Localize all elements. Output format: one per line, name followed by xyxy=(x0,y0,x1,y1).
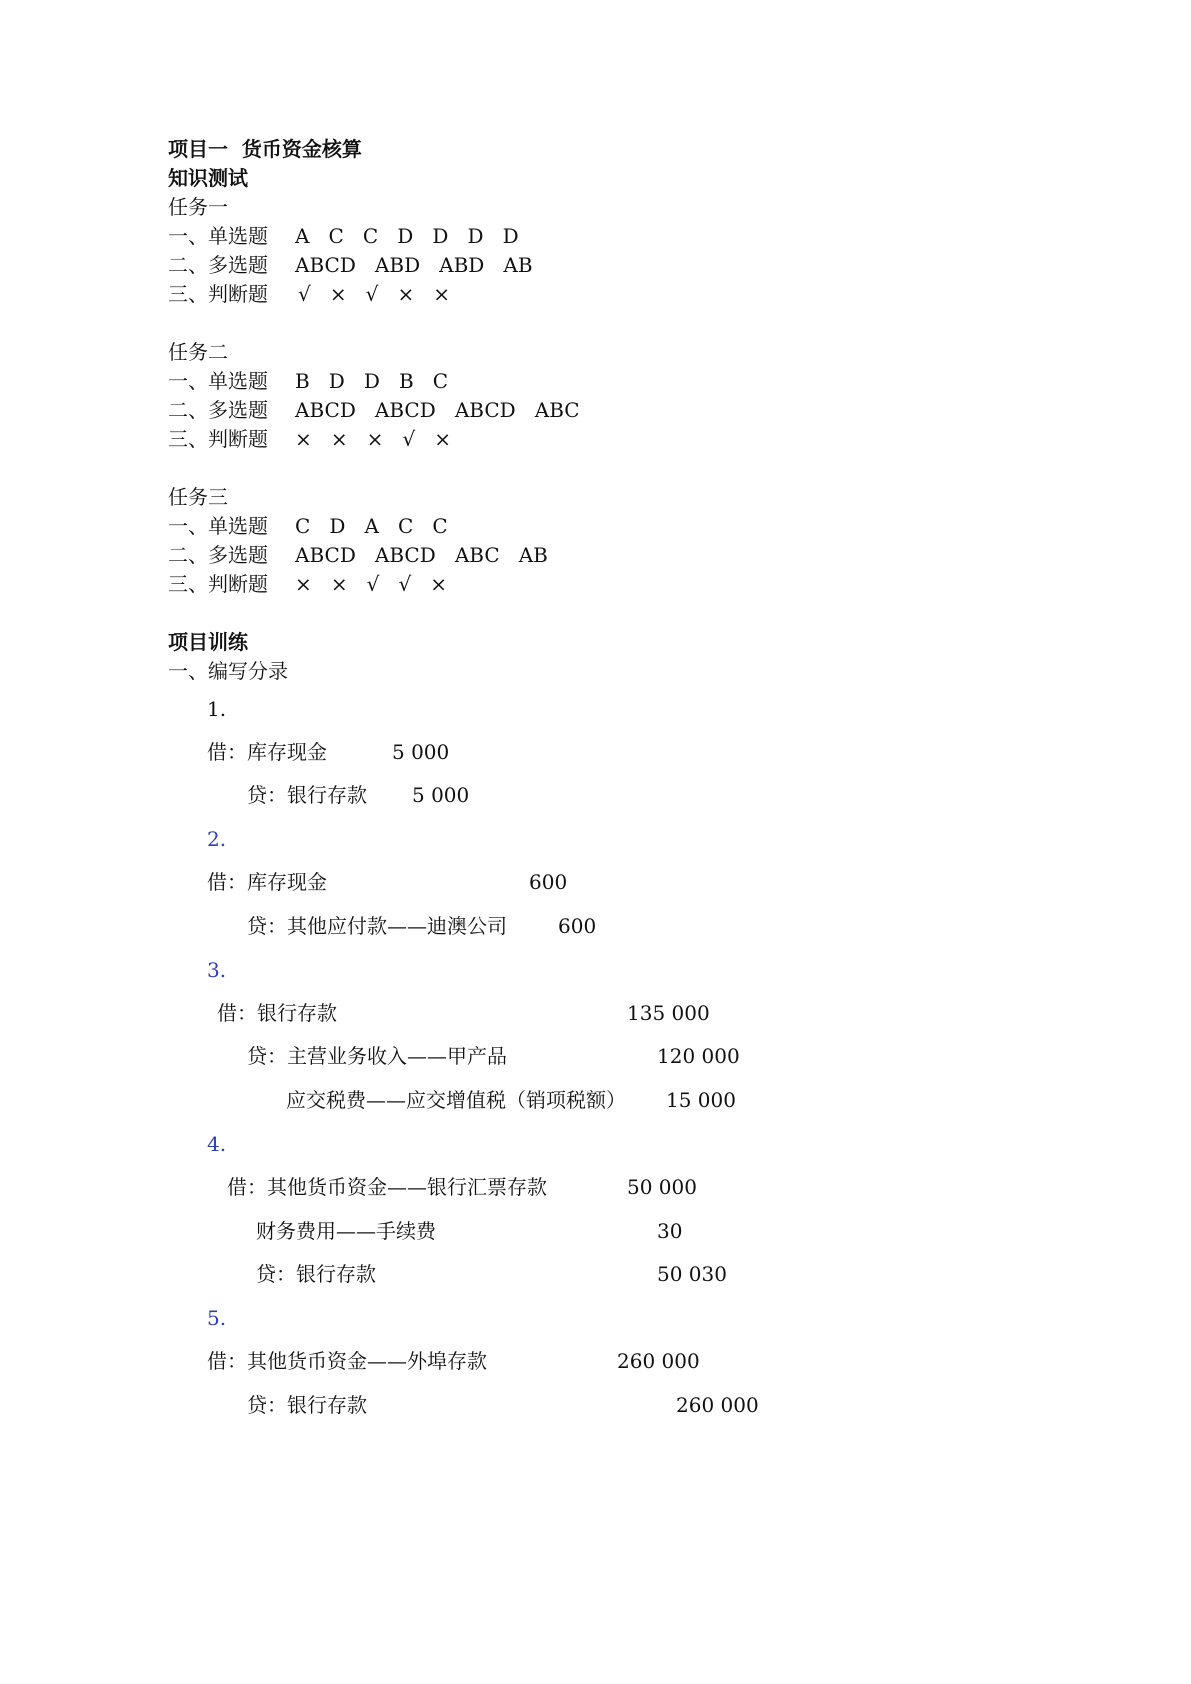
task-2-tf-label: 三、判断题 xyxy=(168,427,268,451)
entry-4-credit-amount: 50 030 xyxy=(657,1262,727,1286)
entry-5-credit-amount: 260 000 xyxy=(676,1393,759,1417)
entry-3-credit-amount-2: 15 000 xyxy=(666,1088,736,1112)
section-project-training: 项目训练 xyxy=(168,630,248,654)
task-2-single-label: 一、单选题 xyxy=(168,369,268,393)
task-3-multi-label: 二、多选题 xyxy=(168,543,268,567)
entry-3-debit-amount: 135 000 xyxy=(627,1001,710,1025)
entry-2-credit-amount: 600 xyxy=(558,914,597,938)
task-2-tf-answers: × × × √ × xyxy=(295,427,452,451)
task-3-tf-label: 三、判断题 xyxy=(168,572,268,596)
entry-5-credit-account: 贷：银行存款 xyxy=(247,1393,367,1417)
entry-3-debit-account: 借：银行存款 xyxy=(217,1001,337,1025)
task-3-single-label: 一、单选题 xyxy=(168,514,268,538)
task-2-multi-answers: ABCD ABCD ABCD ABC xyxy=(295,398,580,422)
entry-3-credit-amount: 120 000 xyxy=(657,1044,740,1068)
section-knowledge-test: 知识测试 xyxy=(168,166,248,190)
entry-5-number: 5. xyxy=(207,1306,227,1330)
entry-4-debit-account: 借：其他货币资金——银行汇票存款 xyxy=(227,1175,547,1199)
entry-2-credit-account: 贷：其他应付款——迪澳公司 xyxy=(247,914,507,938)
entry-4-number: 4. xyxy=(207,1132,227,1156)
task-2-single-answers: B D D B C xyxy=(295,369,449,393)
entry-1-credit-amount: 5 000 xyxy=(412,783,470,807)
task-3-multi-answers: ABCD ABCD ABC AB xyxy=(295,543,548,567)
entry-2-number: 2. xyxy=(207,827,227,851)
entry-1-credit-account: 贷：银行存款 xyxy=(247,783,367,807)
task-1-multi-answers: ABCD ABD ABD AB xyxy=(295,253,533,277)
entry-5-debit-account: 借：其他货币资金——外埠存款 xyxy=(207,1349,487,1373)
entry-2-debit-amount: 600 xyxy=(529,870,568,894)
task-1-multi-label: 二、多选题 xyxy=(168,253,268,277)
project-title: 项目一 货币资金核算 xyxy=(168,137,362,161)
subsection-journal-entries: 一、编写分录 xyxy=(168,659,288,683)
entry-3-credit-account-2: 应交税费——应交增值税（销项税额） xyxy=(286,1088,626,1112)
task-1-tf-answers: √ × √ × × xyxy=(298,282,451,306)
entry-2-debit-account: 借：库存现金 xyxy=(207,870,327,894)
entry-3-number: 3. xyxy=(207,958,227,982)
entry-1-number: 1. xyxy=(207,697,227,721)
task-2-multi-label: 二、多选题 xyxy=(168,398,268,422)
task-1-title: 任务一 xyxy=(168,195,228,219)
entry-5-debit-amount: 260 000 xyxy=(617,1349,700,1373)
entry-1-debit-amount: 5 000 xyxy=(392,740,450,764)
entry-4-credit-account: 贷：银行存款 xyxy=(256,1262,376,1286)
task-2-title: 任务二 xyxy=(168,340,228,364)
task-3-single-answers: C D A C C xyxy=(295,514,448,538)
task-1-single-answers: A C C D D D D xyxy=(295,224,519,248)
task-3-title: 任务三 xyxy=(168,485,228,509)
entry-4-debit-account-2: 财务费用——手续费 xyxy=(256,1219,436,1243)
task-3-tf-answers: × × √ √ × xyxy=(295,572,448,596)
entry-1-debit-account: 借：库存现金 xyxy=(207,740,327,764)
entry-3-credit-account: 贷：主营业务收入——甲产品 xyxy=(247,1044,507,1068)
entry-4-debit-amount: 50 000 xyxy=(627,1175,697,1199)
task-1-single-label: 一、单选题 xyxy=(168,224,268,248)
entry-4-debit-amount-2: 30 xyxy=(657,1219,683,1243)
task-1-tf-label: 三、判断题 xyxy=(168,282,268,306)
